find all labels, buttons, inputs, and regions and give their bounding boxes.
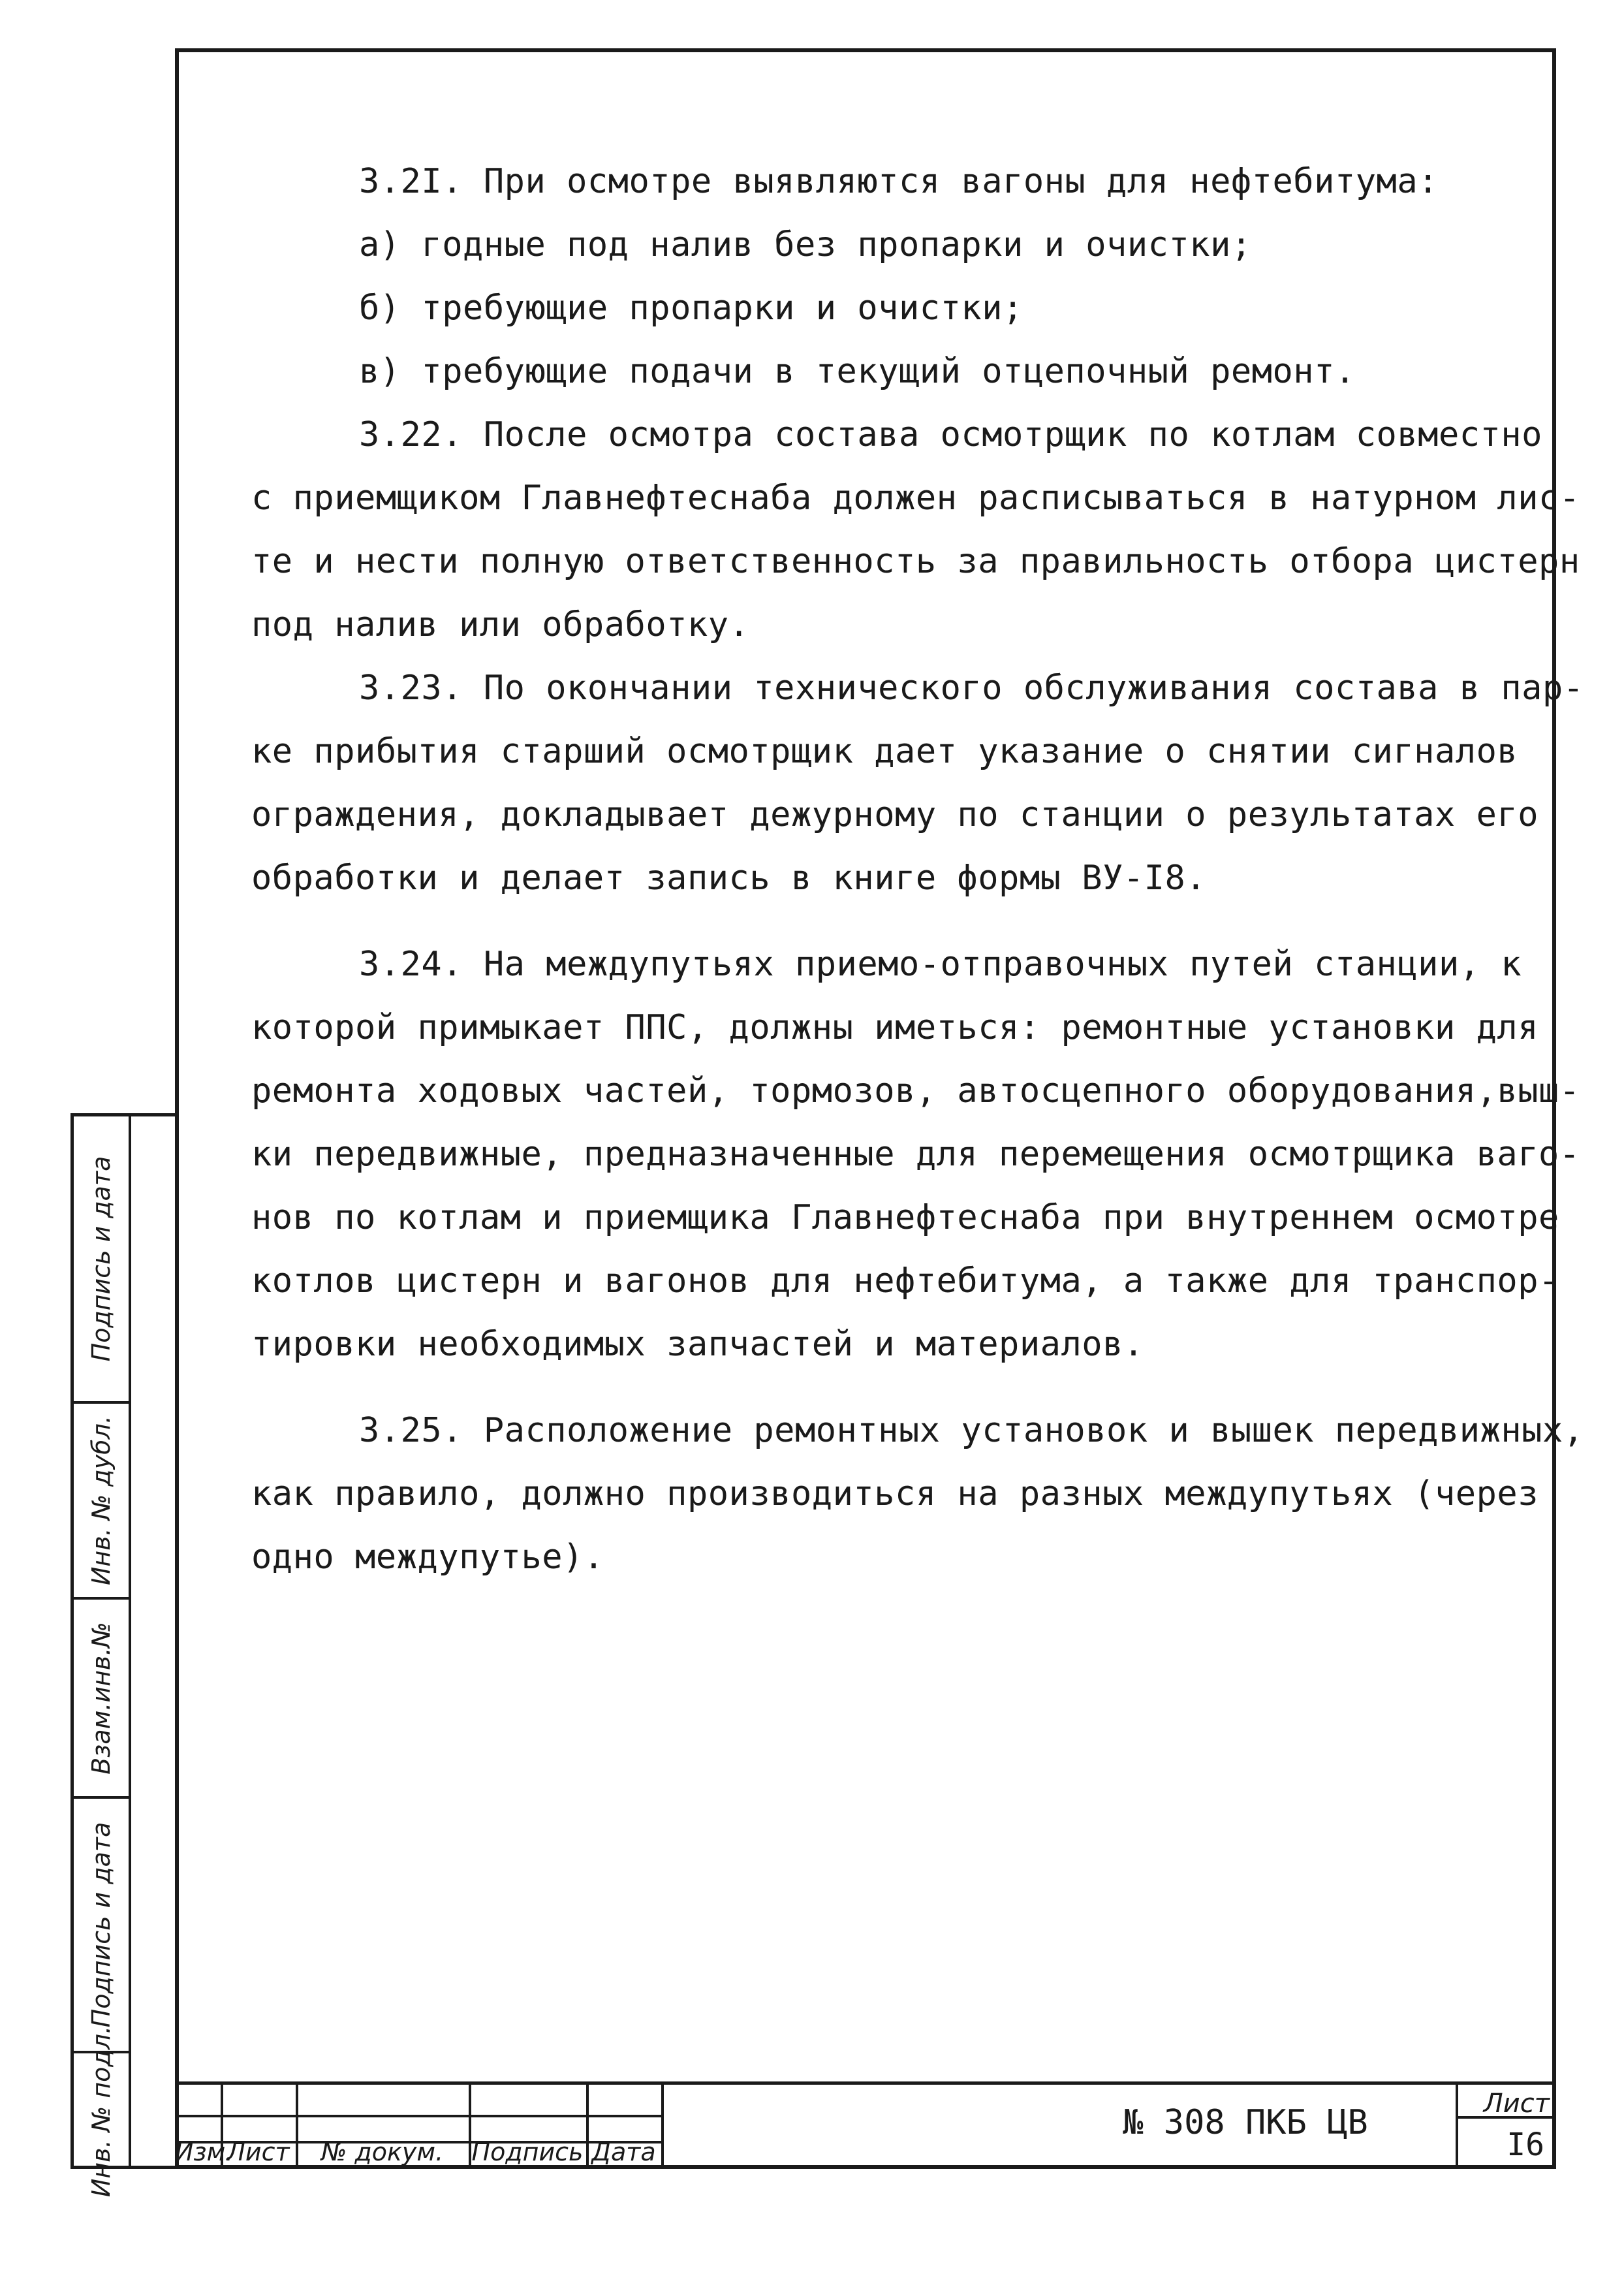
tb-line <box>661 2085 664 2169</box>
title-block <box>175 2081 1556 2169</box>
text-line: ремонта ходовых частей, тормозов, автосцепного оборудования,выш- <box>251 1071 1580 1111</box>
side-cell-signature-date-2 <box>74 1799 129 2053</box>
tb-label-signature: Подпись <box>471 2138 584 2166</box>
text-line: в) требующие подачи в текущий отцепочный ремонт. <box>359 352 1356 391</box>
document-code: № 308 ПКБ ЦВ <box>1123 2103 1368 2142</box>
text-line: тировки необходимых запчастей и материалов. <box>251 1325 1144 1364</box>
paragraph-gap <box>251 1376 1531 1399</box>
paragraph-gap <box>251 910 1531 933</box>
text-line: которой примыкает ППС, должны иметься: ремонтные установки для <box>251 1008 1539 1047</box>
text-line: одно междупутье). <box>251 1538 604 1577</box>
side-cell-signature-date-1 <box>74 1116 129 1404</box>
text-line: под налив или обработку. <box>251 605 750 644</box>
side-label: Инв. № дубл. <box>87 1415 116 1585</box>
side-cell-replacement-inv <box>74 1600 129 1799</box>
text-line: с приемщиком Главнефтеснаба должен расписываться в натурном лис- <box>251 479 1580 518</box>
side-cell-duplicate-inv <box>74 1404 129 1600</box>
side-label: Подпись и дата <box>87 1156 116 1362</box>
text-line: ки передвижные, предназначенные для перемещения осмотрщика ваго- <box>251 1135 1580 1174</box>
sheet-number: I6 <box>1507 2127 1544 2163</box>
tb-label-date: Дата <box>591 2138 656 2166</box>
text-line: котлов цистерн и вагонов для нефтебитума, а также для транспор- <box>251 1261 1559 1301</box>
text-line: ограждения, докладывает дежурному по станции о результатах его <box>251 795 1539 834</box>
tb-label-change: Изм. <box>175 2138 234 2166</box>
text-line: а) годные под налив без пропарки и очистки; <box>359 225 1252 264</box>
sheet-label: Лист <box>1483 2089 1550 2119</box>
text-line: 3.22. После осмотра состава осмотрщик по котлам совместно <box>359 415 1542 454</box>
text-line: 3.23. По окончании технического обслуживания состава в пар- <box>359 669 1584 708</box>
side-stamp <box>70 1113 175 2197</box>
text-line: нов по котлам и приемщика Главнефтеснаба при внутреннем осмотре <box>251 1198 1559 1237</box>
text-line: как правило, должно производиться на разных междупутьях (через <box>251 1474 1539 1513</box>
side-label: Инв. № подл. <box>87 2025 116 2197</box>
text-line: обработки и делает запись в книге формы ВУ-I8. <box>251 859 1207 898</box>
text-line: те и нести полную ответственность за правильность отбора цистерн <box>251 542 1580 581</box>
text-line: ке прибытия старший осмотрщик дает указание о снятии сигналов <box>251 732 1518 771</box>
side-label: Подпись и дата <box>87 1822 116 2028</box>
text-line: 3.24. На междупутьях приемо-отправочных путей станции, к <box>359 945 1522 984</box>
tb-label-doc-number: № докум. <box>320 2138 444 2166</box>
text-line: 3.25. Расположение ремонтных установок и вышек передвижных, <box>359 1411 1584 1450</box>
text-line: б) требующие пропарки и очистки; <box>359 289 1023 328</box>
side-stamp-divider <box>129 1116 131 2166</box>
side-label: Взам.инв.№ <box>87 1621 116 1775</box>
text-line: 3.2I. При осмотре выявляются вагоны для нефтебитума: <box>359 162 1439 201</box>
tb-label-sheet: Лист <box>226 2138 290 2166</box>
side-cell-original-inv <box>74 2025 129 2197</box>
document-body <box>251 150 1584 1589</box>
tb-line <box>175 2115 661 2117</box>
